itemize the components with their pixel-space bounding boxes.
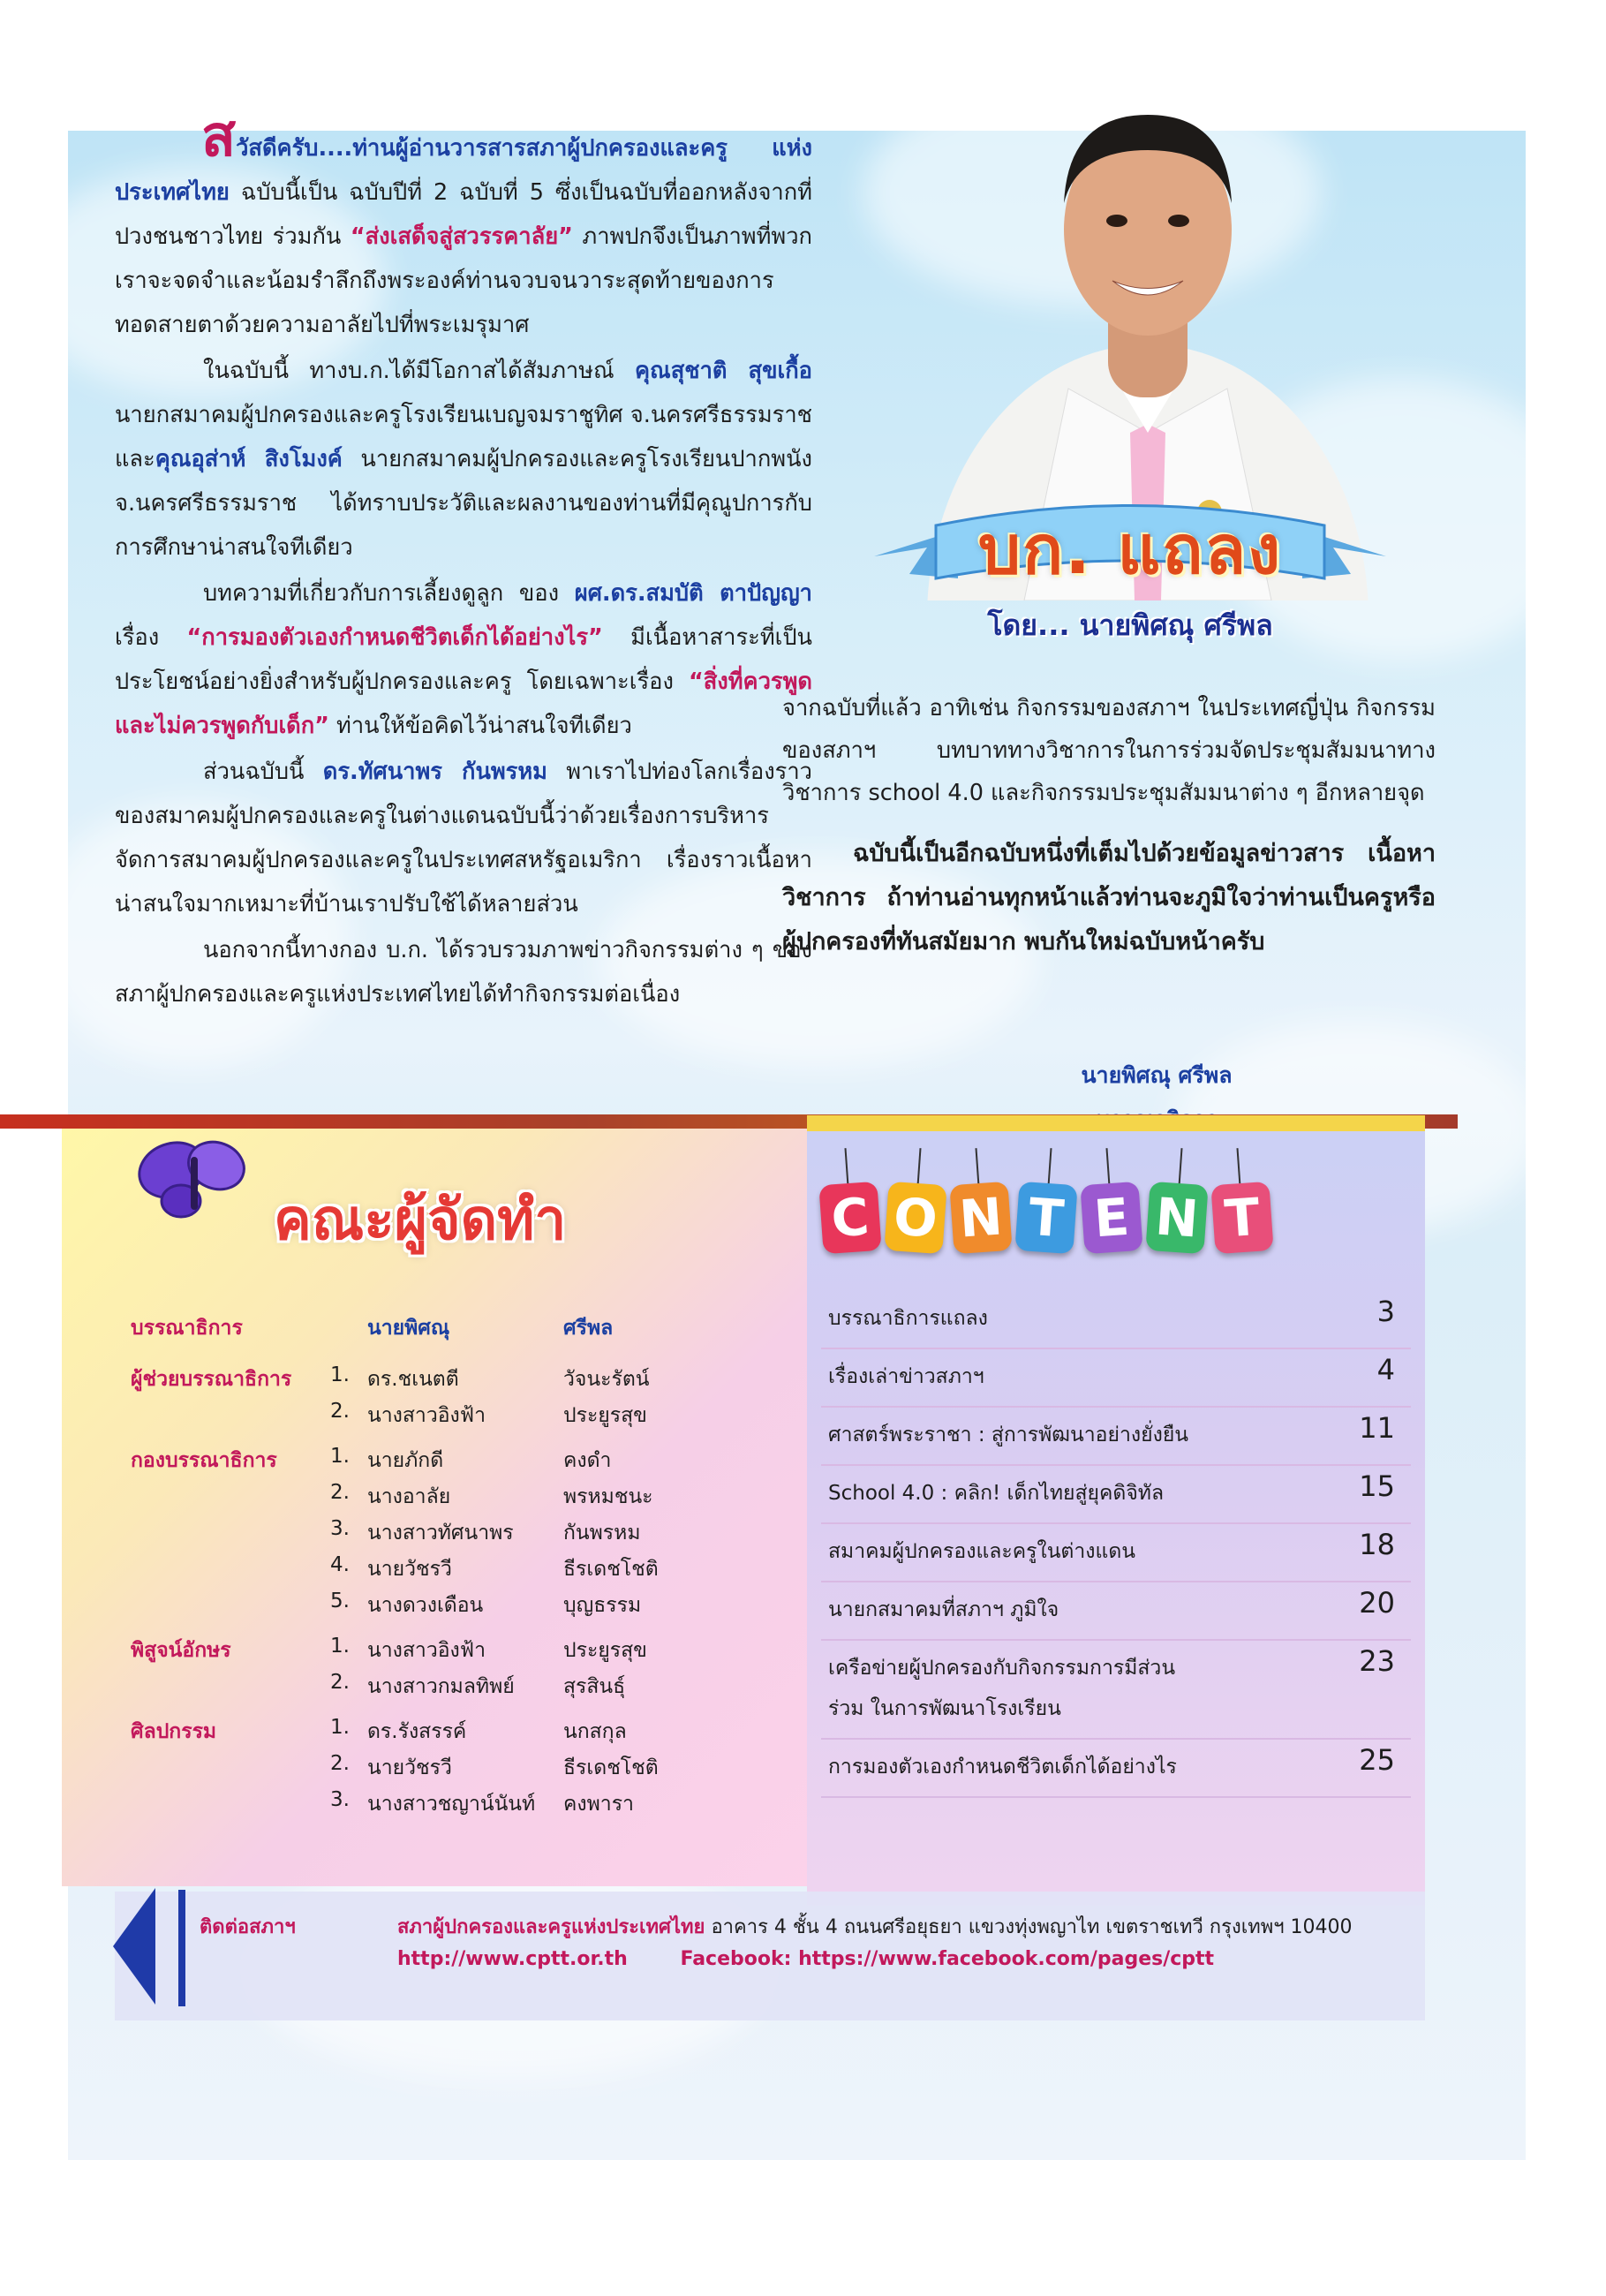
article-text: บทความที่เกี่ยวกับการเลี้ยงดูลูก ของ: [203, 580, 575, 607]
team-last: คงพารา: [563, 1793, 634, 1816]
team-title: คณะผู้จัดทำ: [274, 1188, 567, 1253]
toc-item-label: เรื่องเล่าข่าวสภาฯ: [828, 1365, 984, 1388]
team-role: บรรณาธิการ: [131, 1317, 243, 1340]
team-first: นายพิศณุ: [367, 1317, 450, 1340]
toc-item-page: 4: [1376, 1353, 1395, 1386]
article-text: ผศ.ดร.สมบัติ ตาปัญญา: [574, 580, 812, 607]
team-role: ผู้ช่วยบรรณาธิการ: [131, 1368, 292, 1391]
team-num: 2.: [330, 1671, 350, 1694]
toc-item[interactable]: [821, 1524, 1411, 1582]
team-num: 3.: [330, 1788, 350, 1811]
toc-item-page: 11: [1359, 1411, 1395, 1445]
team-first: นางดวงเดือน: [367, 1594, 484, 1617]
contact-links: [397, 1948, 1260, 1970]
article-text: ส่วนฉบับนี้: [203, 759, 323, 785]
toc-item-page: 3: [1376, 1295, 1395, 1328]
article-text: ท่านให้ข้อคิดไว้น่าสนใจทีเดียว: [328, 713, 632, 739]
organization-name: สภาผู้ปกครองและครูแห่งประเทศไทย: [397, 1916, 705, 1938]
toc-item-label: เครือข่ายผู้ปกครองกับกิจกรรมการมีส่วนร่วม ในการพัฒนาโรงเรียน: [828, 1657, 1176, 1720]
contents-letter-tile: T: [1210, 1182, 1273, 1254]
team-num: 1.: [330, 1445, 350, 1468]
article-text: ฉบับนี้เป็น ฉบับปีที่ 2 ฉบับที่ 5 ซึ่งเป็นฉบับที่ออกหลังจากที่ปวงชนชาวไทย ร่วมกัน: [115, 179, 812, 250]
table-of-contents: [821, 1291, 1411, 1798]
team-last: ประยูรสุข: [563, 1404, 647, 1427]
team-last: วัจนะรัตน์: [563, 1368, 650, 1391]
team-last: นกสกุล: [563, 1720, 627, 1743]
toc-item-page: 23: [1359, 1644, 1395, 1678]
team-num: 4.: [330, 1553, 350, 1576]
team-first: ดร.ชเนตตี: [367, 1368, 459, 1391]
article-text: ดร.ทัศนาพร กันพรหม: [322, 759, 547, 785]
team-first: นายภักดี: [367, 1449, 444, 1472]
article-paragraph: [115, 349, 812, 570]
contents-letter-tile: O: [884, 1182, 946, 1254]
team-first: นายวัชรวี: [367, 1756, 452, 1779]
contents-letter-tile: N: [949, 1182, 1012, 1254]
article-text: มีเนื้อหาสาระที่เป็นประโยชน์อย่างยิ่งสำหรับผู้ปกครองและครู โดยเฉพาะเรื่อง: [115, 624, 812, 695]
toc-item-label: School 4.0 : คลิก! เด็กไทยสู่ยุคดิจิทัล: [828, 1482, 1165, 1505]
toc-item[interactable]: [821, 1291, 1411, 1349]
arrow-left-icon: [113, 1888, 155, 2005]
contents-letter-tile: C: [818, 1182, 881, 1254]
team-first: ดร.รังสรรค์: [367, 1720, 467, 1743]
toc-item[interactable]: [821, 1466, 1411, 1524]
team-last: พรหมชนะ: [563, 1485, 653, 1508]
team-last: สุรสินธุ์: [563, 1675, 626, 1698]
team-num: 1.: [330, 1635, 350, 1658]
toc-item[interactable]: [821, 1349, 1411, 1408]
byline: โดย... นายพิศณุ ศรีพล: [987, 608, 1273, 642]
article-paragraph: [115, 104, 812, 347]
address-text: อาคาร 4 ชั้น 4 ถนนศรีอยุธยา แขวงทุ่งพญาไท เขตราชเทวี กรุงเทพฯ 10400: [711, 1916, 1353, 1938]
team-first: นางสาวทัศนาพร: [367, 1522, 514, 1545]
team-first: นางสาวกมลทิพย์: [367, 1675, 515, 1698]
team-last: ธีรเดชโชติ: [563, 1756, 659, 1779]
toc-item-label: การมองตัวเองกำหนดชีวิตเด็กได้อย่างไร: [828, 1756, 1177, 1779]
team-first: นายวัชรวี: [367, 1558, 452, 1581]
footer-accent-bar: [178, 1890, 185, 2006]
article-text: ภาพปกจึงเป็นภาพที่พวกเราจะจดจำและน้อมรำลึกถึงพระองค์ท่านจวบจนวาระสุดท้ายของการทอดสายตาด้วยความอาลัยไปที่พระเมรุมาศ: [115, 223, 812, 338]
article-paragraph: [115, 928, 812, 1016]
toc-item-label: บรรณาธิการแถลง: [828, 1307, 988, 1330]
article-text: คุณสุชาติ สุขเกื้อ: [634, 358, 812, 384]
toc-item[interactable]: [821, 1582, 1411, 1641]
article-text: วัสดีครับ....ท่านผู้อ่านวารสารสภาผู้ปกครองและครู แห่งประเทศไทย: [115, 135, 812, 206]
team-num: 3.: [330, 1517, 350, 1540]
article-paragraph: [115, 750, 812, 926]
website-link[interactable]: http://www.cptt.or.th: [397, 1948, 628, 1970]
toc-item[interactable]: [821, 1641, 1411, 1740]
toc-item[interactable]: [821, 1408, 1411, 1466]
toc-item-label: สมาคมผู้ปกครองและครูในต่างแดน: [828, 1540, 1135, 1563]
team-num: 2.: [330, 1481, 350, 1504]
team-last: กันพรหม: [563, 1522, 641, 1545]
article-text: “ส่งเสด็จสู่สวรรคาลัย”: [350, 223, 573, 250]
article-continuation: [782, 687, 1436, 964]
article-text: เรื่อง: [115, 624, 187, 651]
toc-item-page: 18: [1359, 1528, 1395, 1561]
team-first: นางสาวอิงฟ้า: [367, 1639, 486, 1662]
team-last: ประยูรสุข: [563, 1639, 647, 1662]
butterfly-icon: [132, 1130, 256, 1227]
team-first: นางสาวอิงฟ้า: [367, 1404, 486, 1427]
team-first: นางสาวชญาน์นันท์: [367, 1793, 536, 1816]
team-num: 1.: [330, 1363, 350, 1386]
closing-paragraph: ฉบับนี้เป็นอีกฉบับหนึ่งที่เต็มไปด้วยข้อมูลข่าวสาร เนื้อหาวิชาการ ถ้าท่านอ่านทุกหน้าแล้วท่านจะภูมิใจว่าท่านเป็นครูหรือผู้ปกครองที่ทันสมัยมาก พบกันใหม่ฉบับหน้าครับ: [782, 840, 1436, 955]
editorial-article: [115, 104, 812, 1018]
team-role: กองบรรณาธิการ: [131, 1449, 277, 1472]
toc-item[interactable]: [821, 1740, 1411, 1798]
article-text: “การมองตัวเองกำหนดชีวิตเด็กได้อย่างไร”: [186, 624, 603, 651]
drop-cap: ส: [201, 104, 237, 170]
toc-item-label: นายกสมาคมที่สภาฯ ภูมิใจ: [828, 1598, 1059, 1621]
article-text: นอกจากนี้ทางกอง บ.ก. ได้รวบรวมภาพข่าวกิจกรรมต่าง ๆ ของสภาผู้ปกครองและครูแห่งประเทศไทยได้ทำกิจกรรมต่อเนื่อง: [115, 937, 812, 1008]
team-last: ธีรเดชโชติ: [563, 1558, 659, 1581]
toc-item-page: 25: [1359, 1743, 1395, 1777]
contents-title: [821, 1183, 1271, 1252]
contact-address: [397, 1911, 1353, 1942]
contents-letter-tile: E: [1080, 1182, 1142, 1254]
team-num: 5.: [330, 1590, 350, 1612]
team-last: บุญธรรม: [563, 1594, 642, 1617]
team-last: คงดำ: [563, 1449, 612, 1472]
article-paragraph: [115, 571, 812, 748]
team-first: นางอาลัย: [367, 1485, 451, 1508]
article-text: นายกสมาคมผู้ปกครองและครูโรงเรียนปากพนัง จ.นครศรีธรรมราช ได้ทราบประวัติและผลงานของท่านที่มีคุณูปการกับการศึกษาน่าสนใจทีเดียว: [115, 446, 812, 561]
article-text: “สิ่งที่ควรพูดและไม่ควรพูดกับเด็ก”: [115, 668, 812, 739]
team-role: พิสูจน์อักษร: [131, 1639, 231, 1662]
article-text: ในฉบับนี้ ทางบ.ก.ได้มีโอกาสได้สัมภาษณ์: [203, 358, 635, 384]
signature-name: นายพิศณุ ศรีพล: [1081, 1062, 1233, 1088]
team-num: 2.: [330, 1400, 350, 1423]
toc-item-label: ศาสตร์พระราชา : สู่การพัฒนาอย่างยั่งยืน: [828, 1424, 1189, 1446]
article-text: คุณอุส่าห์ สิงโมงค์: [155, 446, 343, 472]
contents-top-bar: [807, 1115, 1425, 1131]
facebook-link[interactable]: Facebook: https://www.facebook.com/pages/cptt: [680, 1948, 1215, 1970]
team-num: 2.: [330, 1752, 350, 1775]
contents-letter-tile: T: [1014, 1182, 1077, 1254]
toc-item-page: 15: [1359, 1469, 1395, 1503]
team-num: 1.: [330, 1716, 350, 1739]
column-title: บก. แถลง: [977, 510, 1283, 589]
team-last: ศรีพล: [563, 1317, 614, 1340]
article-paragraph: จากฉบับที่แล้ว อาทิเช่น กิจกรรมของสภาฯ ในประเทศญี่ปุ่น กิจกรรมของสภาฯ บทบาททางวิชาการในการร่วมจัดประชุมสัมมนาทางวิชาการ school 4.0 และกิจกรรมประชุมสัมมนาต่าง ๆ อีกหลายจุด: [782, 695, 1436, 806]
team-role: ศิลปกรรม: [131, 1720, 217, 1743]
contents-letter-tile: N: [1145, 1182, 1208, 1254]
article-text: พาเราไปท่องโลกเรื่องราวของสมาคมผู้ปกครองและครูในต่างแดนฉบับนี้ว่าด้วยเรื่องการบริหารจัดการสมาคมผู้ปกครองและครูในประเทศสหรัฐอเมริกา เรื่องราวเนื้อหาน่าสนใจมากเหมาะที่บ้านเราปรับใช้ได้หลายส่วน: [115, 759, 812, 918]
toc-item-page: 20: [1359, 1586, 1395, 1620]
article-text: นายกสมาคมผู้ปกครองและครูโรงเรียนเบญจมราชูทิศ จ.นครศรีธรรมราช และ: [115, 402, 812, 472]
contact-label: ติดต่อสภาฯ: [200, 1916, 296, 1938]
